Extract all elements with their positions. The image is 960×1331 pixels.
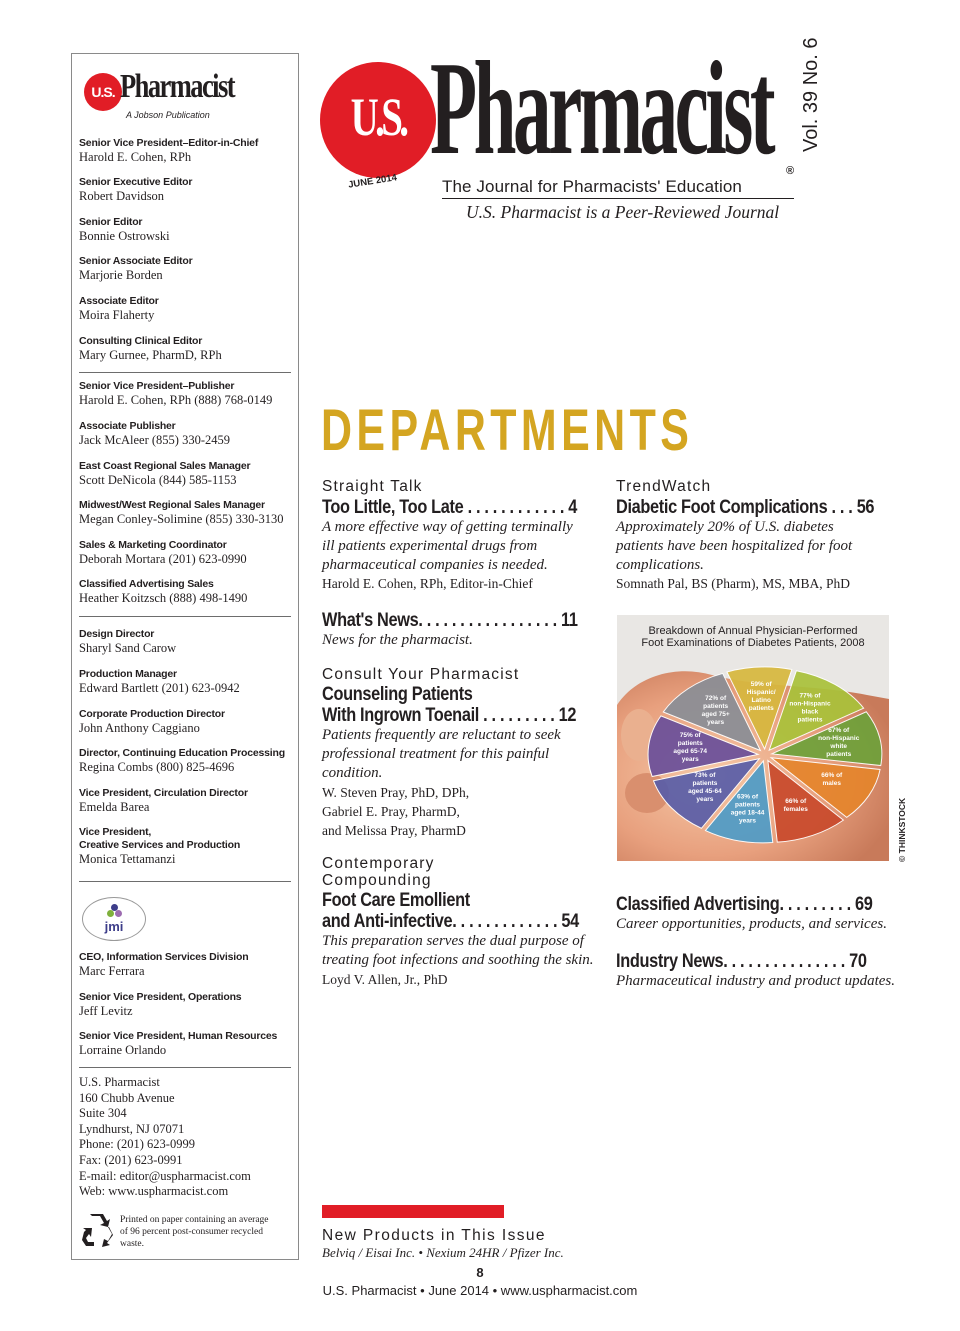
pie-slice-label: 66% of males: [821, 772, 843, 788]
staff-role: Senior Editor: [79, 216, 143, 228]
staff-name: Heather Koitzsch (888) 498-1490: [79, 591, 248, 605]
masthead-box: [71, 53, 299, 1260]
staff-name: Robert Davidson: [79, 189, 165, 203]
description-line: ill patients experimental drugs from: [322, 538, 538, 554]
pie-slice-label: 72% of patients aged 75+ years: [701, 695, 730, 727]
staff-role: Midwest/West Regional Sales Manager: [79, 499, 265, 511]
staff-role: Senior Vice President–Publisher: [79, 380, 235, 392]
staff-name: John Anthony Caggiano: [79, 721, 200, 735]
divider: [79, 1067, 291, 1068]
new-products-label: New Products in This Issue: [322, 1227, 546, 1244]
toc-entry-classified[interactable]: Classified Advertising. . . . . . . . . 69: [616, 894, 873, 915]
staff-role: Senior Executive Editor: [79, 176, 193, 188]
mini-logo-word: Pharmacist: [120, 68, 235, 105]
foot-exam-pie-chart: [617, 615, 889, 861]
staff-name: Regina Combs (800) 825-4696: [79, 760, 235, 774]
staff-entry: [79, 460, 293, 487]
staff-role: CEO, Information Services Division: [79, 951, 249, 963]
staff-entry: [79, 668, 293, 695]
staff-name: Deborah Mortara (201) 623-0990: [79, 552, 247, 566]
staff-name: Sharyl Sand Carow: [79, 641, 177, 655]
staff-role: Design Director: [79, 628, 155, 640]
address-line: Phone: (201) 623-0999: [79, 1137, 195, 1152]
chart-title-line1: Breakdown of Annual Physician-Performed: [648, 625, 858, 637]
toc-description: [616, 518, 886, 575]
issue-date: JUNE 2014: [347, 172, 398, 191]
address-line: Lyndhurst, NJ 07071: [79, 1121, 185, 1136]
pie-slice-label: 73% of patients aged 45-64 years: [688, 772, 722, 804]
publisher-address: [79, 1075, 251, 1200]
address-line: E-mail: editor@uspharmacist.com: [79, 1168, 251, 1183]
staff-entry: [79, 1030, 293, 1057]
byline-line: and Melissa Pray, PharmD: [322, 823, 466, 838]
staff-name: Marjorie Borden: [79, 268, 163, 282]
logo-seal: [320, 62, 436, 178]
toc-description: Career opportunities, products, and services.: [616, 916, 887, 932]
staff-role: Vice President, Circulation Director: [79, 787, 248, 799]
staff-entry: [79, 628, 293, 655]
author-byline: Loyd V. Allen, Jr., PhD: [322, 972, 448, 987]
section-label: Contemporary: [322, 855, 435, 872]
staff-name: Megan Conley-Solimine (855) 330-3130: [79, 512, 284, 526]
staff-role: Classified Advertising Sales: [79, 578, 214, 590]
description-line: treating foot infections and soothing the skin.: [322, 952, 594, 968]
tagline-rule: [442, 198, 794, 199]
staff-entry: [79, 578, 293, 605]
staff-role: Senior Vice President–Editor-in-Chief: [79, 137, 259, 149]
recycle-note: Printed on paper containing an average of 96 percent post-consumer recycled waste.: [120, 1215, 269, 1249]
staff-entry: [79, 826, 293, 866]
toc-entry-foot-care[interactable]: Foot Care Emollient: [322, 890, 470, 911]
staff-name: Mary Gurnee, PharmD, RPh: [79, 348, 222, 362]
author-byline: Somnath Pal, BS (Pharm), MS, MBA, PhD: [616, 576, 851, 591]
staff-name: Edward Bartlett (201) 623-0942: [79, 681, 240, 695]
staff-name: Marc Ferrara: [79, 964, 145, 978]
logo-seal-text: U.S.: [350, 87, 406, 147]
pie-slice-label: 59% of Hispanic/ Latino patients: [746, 681, 776, 713]
staff-entry: [79, 335, 293, 362]
pie-slice-label: 77% of non-Hispanic black patients: [789, 692, 831, 724]
divider: [79, 372, 291, 373]
staff-entry: [79, 499, 293, 526]
staff-name: Bonnie Ostrowski: [79, 229, 170, 243]
staff-name: Jeff Levitz: [79, 1004, 133, 1018]
new-products-list: Belviq / Eisai Inc. • Nexium 24HR / Pfizer Inc.: [322, 1245, 564, 1260]
staff-entry: [79, 708, 293, 735]
staff-role: Senior Vice President, Human Resources: [79, 1030, 278, 1042]
staff-entry: [79, 539, 293, 566]
staff-role: Senior Associate Editor: [79, 255, 193, 267]
jmi-dots-icon: [107, 904, 123, 918]
toc-description: News for the pharmacist.: [322, 632, 473, 648]
toc-entry-whats-news[interactable]: What's News. . . . . . . . . . . . . . . . . 11: [322, 610, 578, 631]
staff-name: Lorraine Orlando: [79, 1043, 167, 1057]
staff-role: Vice President,: [79, 826, 152, 838]
staff-role: Production Manager: [79, 668, 177, 680]
mini-logo-subtitle: A Jobson Publication: [126, 110, 210, 120]
address-line: Suite 304: [79, 1106, 127, 1121]
staff-entry: [79, 420, 293, 447]
staff-name: Harold E. Cohen, RPh (888) 768-0149: [79, 393, 273, 407]
staff-entry: [79, 295, 293, 322]
toc-entry-too-little[interactable]: Too Little, Too Late . . . . . . . . . . . . 4: [322, 497, 578, 518]
staff-name: Scott DeNicola (844) 585-1153: [79, 473, 237, 487]
journal-tagline: The Journal for Pharmacists' Education: [442, 177, 742, 196]
toc-description: [322, 518, 582, 575]
pie-slice-label: 66% of females: [783, 797, 808, 813]
description-line: professional treatment for this painful: [322, 746, 550, 762]
section-label: Straight Talk: [322, 478, 423, 495]
staff-role: East Coast Regional Sales Manager: [79, 460, 251, 472]
staff-role: Associate Editor: [79, 295, 159, 307]
volume-number: Vol. 39 No. 6: [800, 37, 822, 152]
author-byline: [322, 783, 469, 840]
address-line: Fax: (201) 623-0991: [79, 1152, 183, 1167]
staff-role: Senior Vice President, Operations: [79, 991, 242, 1003]
staff-role: Director, Continuing Education Processing: [79, 747, 285, 759]
logo-wordmark: Pharmacist: [430, 34, 773, 182]
toc-entry-foot-care[interactable]: and Anti-infective. . . . . . . . . . . . . 54: [322, 911, 579, 932]
staff-role: Associate Publisher: [79, 420, 176, 432]
mini-logo-seal: U.S.: [84, 73, 122, 111]
pie-slice-label: 63% of patients aged 18-44 years: [730, 793, 765, 825]
toc-entry-diabetic-foot[interactable]: Diabetic Foot Complications . . . 56: [616, 497, 875, 518]
description-line: This preparation serves the dual purpose of: [322, 933, 584, 949]
description-line: A more effective way of getting terminally: [322, 519, 573, 535]
staff-name: Jack McAleer (855) 330-2459: [79, 433, 230, 447]
toc-description: [322, 726, 592, 783]
mini-logo: [80, 68, 290, 124]
byline-line: W. Steven Pray, PhD, DPh,: [322, 785, 470, 800]
description-line: Approximately 20% of U.S. diabetes: [616, 519, 834, 535]
section-label: TrendWatch: [616, 478, 712, 495]
staff-entry: [79, 747, 293, 774]
staff-role: Sales & Marketing Coordinator: [79, 539, 227, 551]
description-line: patients have been hospitalized for foot: [616, 538, 853, 554]
staff-entry: [79, 255, 293, 282]
staff-name: Monica Tettamanzi: [79, 852, 176, 866]
departments-heading: DEPARTMENTS: [321, 398, 694, 463]
staff-entry: [79, 787, 293, 814]
footer-line: U.S. Pharmacist • June 2014 • www.uspharmacist.com: [322, 1283, 638, 1298]
staff-role: Consulting Clinical Editor: [79, 335, 203, 347]
photo-credit: © THINKSTOCK: [897, 797, 907, 862]
staff-name: Moira Flaherty: [79, 308, 155, 322]
toc-entry-ingrown-toenail[interactable]: With Ingrown Toenail . . . . . . . . . 12: [322, 705, 577, 726]
divider: [79, 616, 291, 617]
jmi-logo-text: jmi: [104, 919, 124, 934]
description-line: Patients frequently are reluctant to seek: [322, 727, 561, 743]
toc-entry-ingrown-toenail[interactable]: Counseling Patients: [322, 684, 473, 705]
staff-entry: [79, 216, 293, 243]
staff-role: Creative Services and Production: [79, 839, 241, 851]
new-products-bar: [322, 1205, 504, 1218]
staff-entry: [79, 137, 293, 164]
staff-entry: [79, 176, 293, 203]
staff-name: Harold E. Cohen, RPh: [79, 150, 192, 164]
description-line: complications.: [616, 557, 704, 573]
staff-name: Emelda Barea: [79, 800, 150, 814]
staff-entry: [79, 951, 293, 978]
address-line: 160 Chubb Avenue: [79, 1090, 175, 1105]
peer-review-note: U.S. Pharmacist is a Peer-Reviewed Journal: [466, 202, 780, 222]
toc-description: Pharmaceutical industry and product updates.: [616, 973, 895, 989]
registered-mark: ®: [786, 165, 795, 177]
pie-slice-label: 75% of patients aged 65-74 years: [673, 731, 708, 763]
byline-line: Gabriel E. Pray, PharmD,: [322, 804, 460, 819]
section-label: Consult Your Pharmacist: [322, 666, 520, 683]
toc-description: [322, 932, 612, 970]
address-line: U.S. Pharmacist: [79, 1075, 160, 1089]
jmi-logo: [82, 897, 146, 941]
description-line: pharmaceutical companies is needed.: [322, 557, 548, 573]
section-label: Compounding: [322, 872, 432, 889]
description-line: condition.: [322, 765, 383, 781]
pie-slice-label: 67% of non-Hispanic white patients: [818, 726, 860, 758]
page-number: 8: [476, 1265, 484, 1280]
divider: [79, 881, 291, 882]
staff-entry: [79, 380, 293, 407]
chart-title-line2: Foot Examinations of Diabetes Patients, 2008: [641, 637, 865, 649]
address-line: Web: www.uspharmacist.com: [79, 1184, 229, 1199]
staff-role: Corporate Production Director: [79, 708, 225, 720]
toc-entry-industry-news[interactable]: Industry News. . . . . . . . . . . . . . . 70: [616, 951, 867, 972]
author-byline: Harold E. Cohen, RPh, Editor-in-Chief: [322, 576, 533, 591]
staff-entry: [79, 991, 293, 1018]
recycle-icon: [80, 1212, 116, 1250]
